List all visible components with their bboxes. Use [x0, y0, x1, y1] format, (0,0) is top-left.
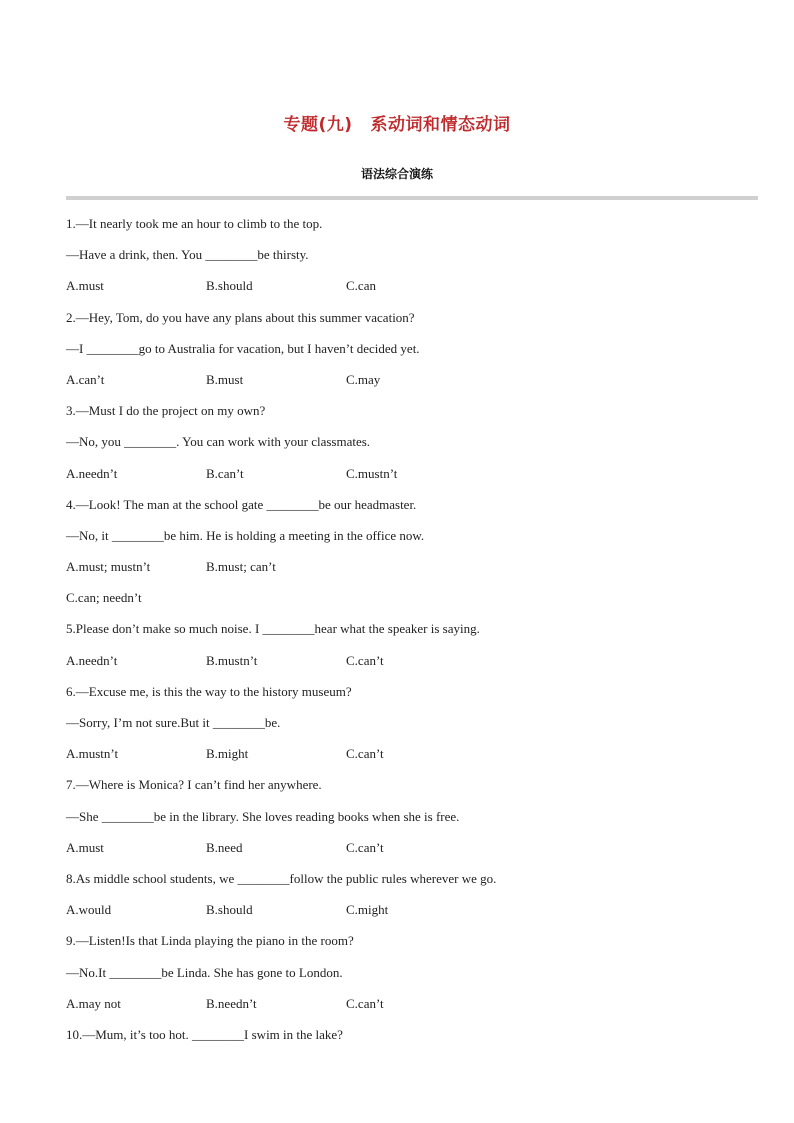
- options-row: [66, 738, 746, 769]
- option-b[interactable]: B.might: [206, 746, 249, 762]
- option-a[interactable]: A.can’t: [66, 371, 105, 387]
- question-stem: 2.—Hey, Tom, do you have any plans about this summer vacation?: [66, 309, 415, 325]
- option-a[interactable]: A.must; mustn’t: [66, 559, 151, 575]
- question-8: [66, 863, 746, 925]
- option-c[interactable]: C.can’t: [346, 652, 384, 668]
- option-b[interactable]: B.should: [206, 278, 253, 294]
- question-4: [66, 489, 746, 614]
- question-stem: 6.—Excuse me, is this the way to the history museum?: [66, 683, 352, 699]
- option-a[interactable]: A.needn’t: [66, 465, 118, 481]
- question-stem: 8.As middle school students, we ________follow the public rules wherever we go.: [66, 870, 497, 886]
- question-stem: —No, you ________. You can work with your classmates.: [66, 434, 371, 450]
- option-b[interactable]: B.mustn’t: [206, 652, 258, 668]
- title-topic-name: 系动词和情态动词: [370, 115, 511, 135]
- question-7: [66, 769, 746, 863]
- question-stem: 4.—Look! The man at the school gate ________be our headmaster.: [66, 496, 417, 512]
- option-c[interactable]: C.mustn’t: [346, 465, 398, 481]
- question-stem: —No, it ________be him. He is holding a meeting in the office now.: [66, 527, 425, 543]
- option-b[interactable]: B.can’t: [206, 465, 244, 481]
- option-b[interactable]: B.must; can’t: [206, 559, 276, 575]
- option-a[interactable]: A.must: [66, 278, 104, 294]
- question-stem: 10.—Mum, it’s too hot. ________I swim in the lake?: [66, 1026, 343, 1042]
- options-row: [66, 364, 746, 395]
- option-a[interactable]: A.would: [66, 902, 112, 918]
- options-row: [66, 645, 746, 676]
- options-row: [66, 458, 746, 489]
- options-row: [66, 988, 746, 1019]
- question-stem: 5.Please don’t make so much noise. I ________hear what the speaker is saying.: [66, 621, 480, 637]
- question-5: [66, 613, 746, 675]
- option-b[interactable]: B.must: [206, 371, 244, 387]
- question-2: [66, 302, 746, 396]
- options-row: [66, 551, 746, 582]
- question-9: [66, 925, 746, 1019]
- section-subtitle: 语法综合演练: [360, 167, 433, 181]
- question-1: [66, 208, 746, 302]
- option-a[interactable]: A.needn’t: [66, 652, 118, 668]
- option-b[interactable]: B.should: [206, 902, 253, 918]
- option-a[interactable]: A.must: [66, 839, 104, 855]
- header-divider: [66, 196, 758, 200]
- question-6: [66, 676, 746, 770]
- option-b[interactable]: B.need: [206, 839, 243, 855]
- question-stem: —She ________be in the library. She loves reading books when she is free.: [66, 808, 460, 824]
- question-stem: 9.—Listen!Is that Linda playing the piano in the room?: [66, 933, 354, 949]
- question-stem: 7.—Where is Monica? I can’t find her anywhere.: [66, 777, 322, 793]
- question-stem: —Sorry, I’m not sure.But it ________be.: [66, 715, 281, 730]
- option-c[interactable]: C.can’t: [346, 746, 384, 762]
- question-3: [66, 395, 746, 489]
- title-topic-number: 专题(九): [283, 115, 353, 135]
- option-c[interactable]: C.can; needn’t: [66, 590, 142, 606]
- question-stem: 3.—Must I do the project on my own?: [66, 403, 266, 419]
- option-c[interactable]: C.might: [346, 902, 389, 918]
- options-row: [66, 270, 746, 301]
- option-c[interactable]: C.can’t: [346, 995, 384, 1011]
- option-a[interactable]: A.may not: [66, 995, 121, 1011]
- question-stem: —No.It ________be Linda. She has gone to London.: [66, 964, 343, 980]
- option-c[interactable]: C.can: [346, 278, 376, 294]
- question-list: [66, 208, 746, 1050]
- option-b[interactable]: B.needn’t: [206, 995, 257, 1011]
- question-stem: 1.—It nearly took me an hour to climb to the top.: [66, 216, 323, 231]
- option-a[interactable]: A.mustn’t: [66, 746, 119, 762]
- option-c[interactable]: C.may: [346, 371, 381, 387]
- option-c[interactable]: C.can’t: [346, 839, 384, 855]
- options-row: [66, 894, 746, 925]
- question-stem: —I ________go to Australia for vacation, but I haven’t decided yet.: [66, 340, 420, 356]
- page-title: [0, 110, 794, 135]
- options-row: [66, 832, 746, 863]
- question-stem: —Have a drink, then. You ________be thirsty.: [66, 247, 309, 263]
- question-10: [66, 1019, 746, 1050]
